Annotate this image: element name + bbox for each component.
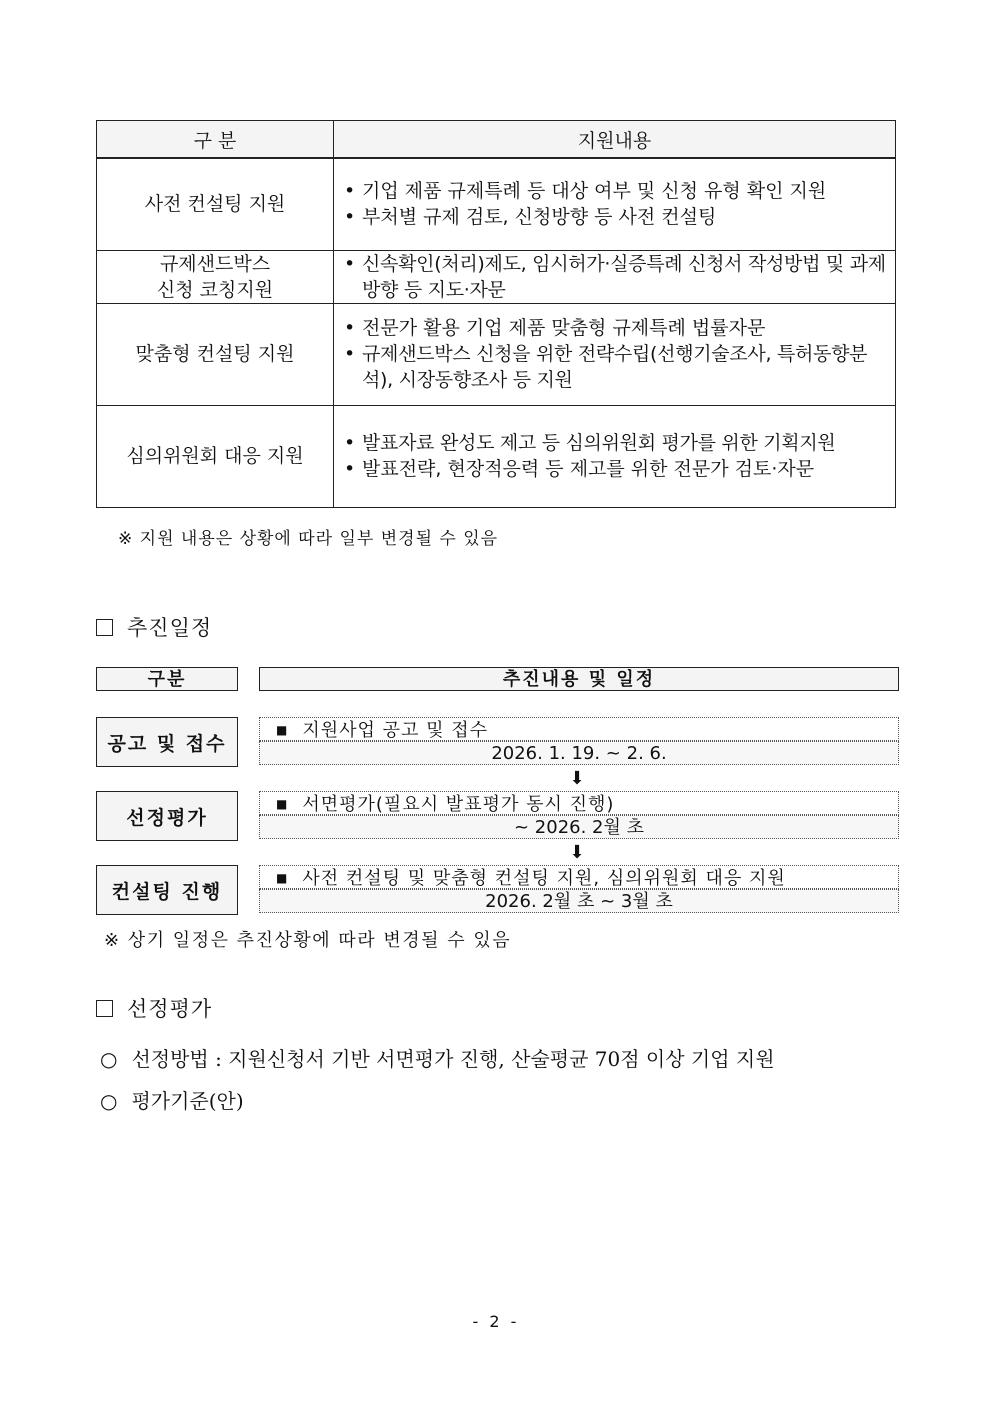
list-item: • 발표자료 완성도 제고 등 심의위원회 평가를 위한 기획지원 [344,430,887,456]
selection-item [100,1043,775,1072]
arrow-down-icon: ⬇ [569,842,585,863]
support-header-category: 구 분 [97,121,334,159]
row-category-line: 사전 컨설팅 지원 [144,193,286,216]
table-row [97,250,896,303]
square-bullet-icon: ■ [276,871,289,885]
schedule-stage-name: 컨설팅 진행 [96,865,238,915]
list-item: • 전문가 활용 기업 제품 맞춤형 규제특례 법률자문 [344,315,887,341]
list-item: • 부처별 규제 검토, 신청방향 등 사전 컨설팅 [344,204,887,230]
schedule-stage-date: ~ 2026. 2월 초 [259,815,899,839]
schedule-detail-text: 사전 컨설팅 및 맞춤형 컨설팅 지원, 심의위원회 대응 지원 [302,868,786,889]
arrow-down-icon: ⬇ [569,768,585,789]
row-content [334,158,896,250]
schedule-section-title: 추진일정 [127,616,213,640]
support-note: ※ 지원 내용은 상황에 따라 일부 변경될 수 있음 [118,529,499,549]
schedule-stage-detail [259,865,899,889]
schedule-stage-name: 선정평가 [96,791,238,841]
row-content [334,405,896,507]
schedule-header-content: 추진내용 및 일정 [259,667,899,691]
schedule-stage-detail [259,791,899,815]
circle-bullet-icon: ○ [100,1089,118,1113]
circle-bullet-icon: ○ [100,1047,118,1071]
page-number: - 2 - [472,1312,520,1331]
square-bullet-icon: ■ [276,723,289,737]
support-table-header-row [97,121,896,159]
row-category [97,158,334,250]
row-category-line: 신청 코칭지원 [156,278,274,301]
row-category-line: 맞춤형 컨설팅 지원 [135,343,295,365]
row-category [97,250,334,303]
checkbox-icon [96,619,113,636]
selection-item-text: 선정방법 : 지원신청서 기반 서면평가 진행, 산술평균 70점 이상 기업 지원 [131,1047,775,1071]
row-category-line: 규제샌드박스 [159,252,271,275]
schedule-stage-detail [259,717,899,741]
square-bullet-icon: ■ [276,797,289,811]
row-content [334,303,896,405]
selection-item [100,1085,244,1114]
row-category-line: 심의위원회 대응 지원 [126,445,304,467]
list-item: • 규제샌드박스 신청을 위한 전략수립(선행기술조사, 특허동향분석), 시장동향조사 등 지원 [344,341,887,393]
support-header-content: 지원내용 [334,121,896,159]
schedule-stage-date: 2026. 1. 19. ~ 2. 6. [259,741,899,765]
table-row [97,405,896,507]
selection-section-header [96,993,212,1023]
list-item: • 기업 제품 규제특례 등 대상 여부 및 신청 유형 확인 지원 [344,178,887,204]
schedule-section-header [96,612,212,642]
row-category [97,405,334,507]
row-category [97,303,334,405]
row-content [334,250,896,303]
checkbox-icon [96,1000,113,1017]
selection-item-text: 평가기준(안) [131,1089,244,1113]
selection-section-title: 선정평가 [127,997,213,1021]
table-row [97,158,896,250]
schedule-detail-text: 지원사업 공고 및 접수 [302,720,488,741]
support-table [96,120,896,508]
schedule-stage-name: 공고 및 접수 [96,717,238,767]
schedule-note: ※ 상기 일정은 추진상황에 따라 변경될 수 있음 [104,930,512,951]
list-item: • 신속확인(처리)제도, 임시허가·실증특례 신청서 작성방법 및 과제방향 등 지도·자문 [344,251,887,303]
schedule-detail-text: 서면평가(필요시 발표평가 동시 진행) [302,794,615,815]
table-row [97,303,896,405]
schedule-stage-date: 2026. 2월 초 ~ 3월 초 [259,889,899,913]
list-item: • 발표전략, 현장적응력 등 제고를 위한 전문가 검토·자문 [344,456,887,482]
schedule-header-category: 구분 [96,667,238,691]
